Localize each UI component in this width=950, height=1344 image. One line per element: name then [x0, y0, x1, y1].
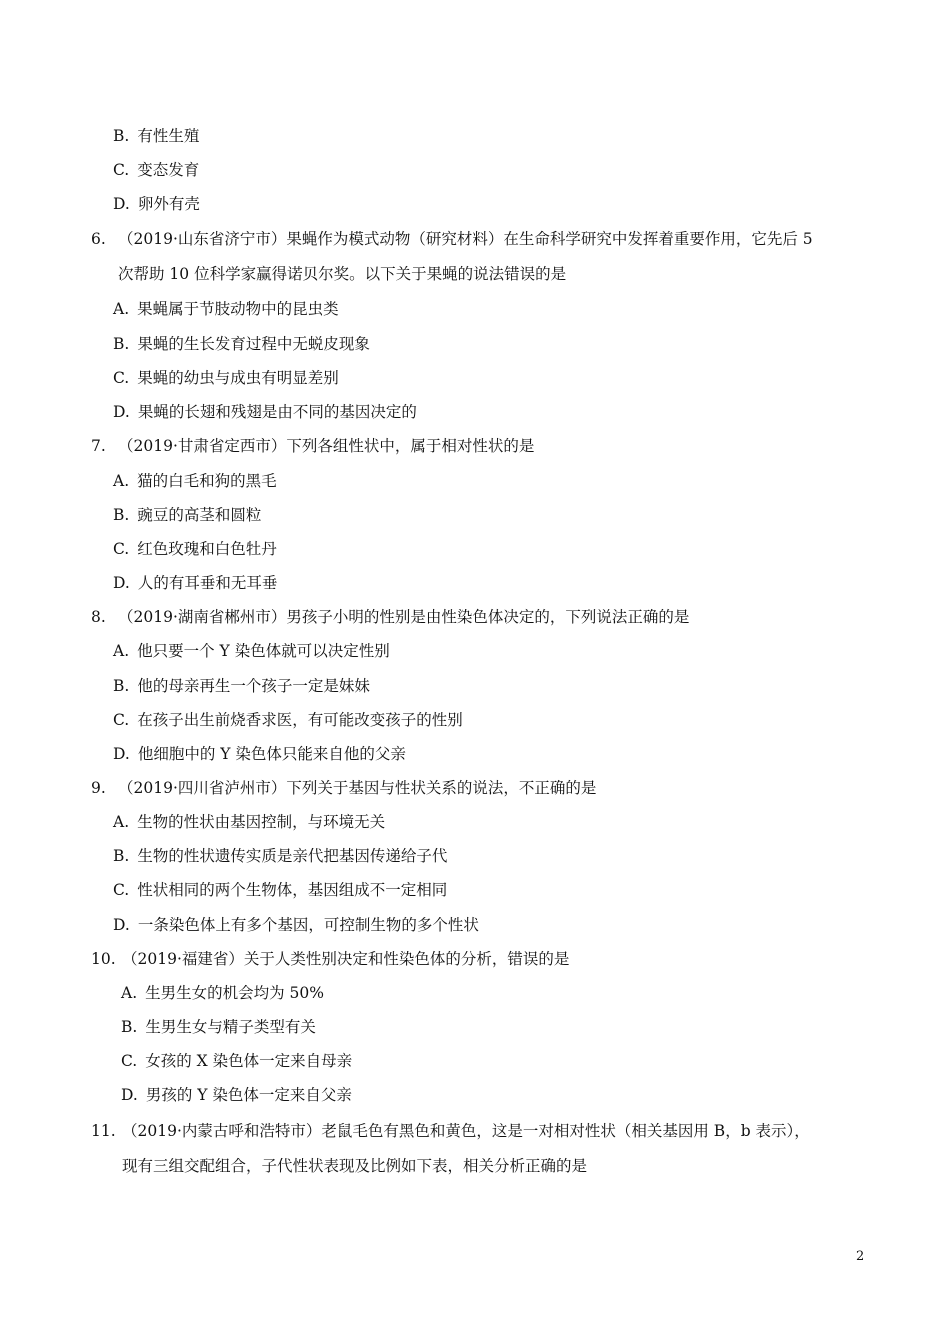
option-letter: D.	[113, 574, 130, 592]
option-text: 果蝇的长翅和残翅是由不同的基因决定的	[137, 403, 417, 421]
option-letter: A.	[113, 813, 130, 831]
option-letter: A.	[121, 984, 138, 1002]
option-text: 女孩的 X 染色体一定来自母亲	[145, 1052, 353, 1070]
option-text: 果蝇的幼虫与成虫有明显差别	[137, 369, 339, 387]
option-text: 有性生殖	[137, 127, 200, 145]
option-c-prev	[113, 160, 199, 180]
option-d	[113, 573, 277, 593]
question-stem: （2019·福建省）关于人类性别决定和性染色体的分析，错误的是	[122, 950, 570, 968]
option-letter: B.	[121, 1018, 138, 1036]
question-stem: （2019·湖南省郴州市）男孩子小明的性别是由性染色体决定的，下列说法正确的是	[118, 608, 690, 626]
option-b-prev	[113, 126, 199, 146]
question-number: 7.	[91, 437, 106, 455]
question-stem: （2019·甘肃省定西市）下列各组性状中，属于相对性状的是	[118, 437, 535, 455]
option-text: 果蝇属于节肢动物中的昆虫类	[137, 300, 339, 318]
option-text: 一条染色体上有多个基因，可控制生物的多个性状	[137, 916, 479, 934]
option-text: 变态发育	[137, 161, 200, 179]
option-a	[121, 983, 324, 1003]
option-text: 他的母亲再生一个孩子一定是妹妹	[137, 677, 370, 695]
option-text: 生男生女与精子类型有关	[145, 1018, 316, 1036]
option-d-prev	[113, 194, 200, 214]
option-letter: A.	[113, 642, 130, 660]
option-text: 生物的性状遗传实质是亲代把基因传递给子代	[137, 847, 448, 865]
question-number: 9.	[91, 779, 106, 797]
option-letter: B.	[113, 506, 130, 524]
option-text: 性状相同的两个生物体，基因组成不一定相同	[137, 881, 448, 899]
question-number: 8.	[91, 608, 106, 626]
option-c	[113, 368, 339, 388]
question-stem-continued: 现有三组交配组合，子代性状表现及比例如下表，相关分析正确的是	[122, 1157, 588, 1175]
option-c	[121, 1051, 352, 1071]
option-text: 他细胞中的 Y 染色体只能来自他的父亲	[137, 745, 406, 763]
option-a	[113, 812, 385, 832]
option-d	[113, 915, 479, 935]
question-number: 6.	[91, 230, 106, 248]
question-stem: （2019·内蒙古呼和浩特市）老鼠毛色有黑色和黄色，这是一对相对性状（相关基因用 B，b 表示），	[122, 1122, 810, 1140]
option-letter: C.	[113, 369, 130, 387]
option-letter: C.	[121, 1052, 138, 1070]
option-letter: B.	[113, 677, 130, 695]
option-d	[113, 402, 417, 422]
option-letter: C.	[113, 540, 130, 558]
option-a	[113, 471, 277, 491]
option-letter: B.	[113, 127, 130, 145]
option-letter: D.	[113, 195, 130, 213]
option-letter: B.	[113, 847, 130, 865]
option-text: 猫的白毛和狗的黑毛	[137, 472, 277, 490]
question-stem: （2019·四川省泸州市）下列关于基因与性状关系的说法，不正确的是	[118, 779, 597, 797]
option-letter: A.	[113, 300, 130, 318]
option-letter: D.	[121, 1086, 138, 1104]
option-letter: C.	[113, 161, 130, 179]
option-letter: D.	[113, 916, 130, 934]
option-text: 他只要一个 Y 染色体就可以决定性别	[137, 642, 390, 660]
option-c	[113, 710, 463, 730]
option-text: 卵外有壳	[137, 195, 200, 213]
option-c	[113, 539, 277, 559]
option-letter: B.	[113, 335, 130, 353]
option-b	[113, 334, 370, 354]
option-a	[113, 299, 339, 319]
option-b	[113, 846, 447, 866]
option-text: 人的有耳垂和无耳垂	[137, 574, 278, 592]
option-text: 豌豆的高茎和圆粒	[137, 506, 262, 524]
question-stem: （2019·山东省济宁市）果蝇作为模式动物（研究材料）在生命科学研究中发挥着重要作用，它先后 5	[118, 230, 813, 248]
option-d	[121, 1085, 352, 1105]
question-number: 10.	[91, 950, 116, 968]
option-d	[113, 744, 406, 764]
option-letter: D.	[113, 403, 130, 421]
question-stem-continued: 次帮助 10 位科学家赢得诺贝尔奖。以下关于果蝇的说法错误的是	[118, 265, 567, 283]
option-b	[113, 676, 370, 696]
option-text: 红色玫瑰和白色牡丹	[137, 540, 277, 558]
option-text: 男孩的 Y 染色体一定来自父亲	[145, 1086, 352, 1104]
page-number: 2	[856, 1249, 865, 1264]
option-text: 在孩子出生前烧香求医，有可能改变孩子的性别	[137, 711, 463, 729]
option-letter: C.	[113, 711, 130, 729]
option-letter: C.	[113, 881, 130, 899]
option-letter: D.	[113, 745, 130, 763]
option-letter: A.	[113, 472, 130, 490]
option-b	[113, 505, 261, 525]
option-a	[113, 641, 390, 661]
option-b	[121, 1017, 316, 1037]
option-text: 生物的性状由基因控制，与环境无关	[137, 813, 386, 831]
question-number: 11.	[91, 1122, 116, 1140]
option-text: 生男生女的机会均为 50%	[145, 984, 325, 1002]
option-c	[113, 880, 447, 900]
option-text: 果蝇的生长发育过程中无蜕皮现象	[137, 335, 370, 353]
